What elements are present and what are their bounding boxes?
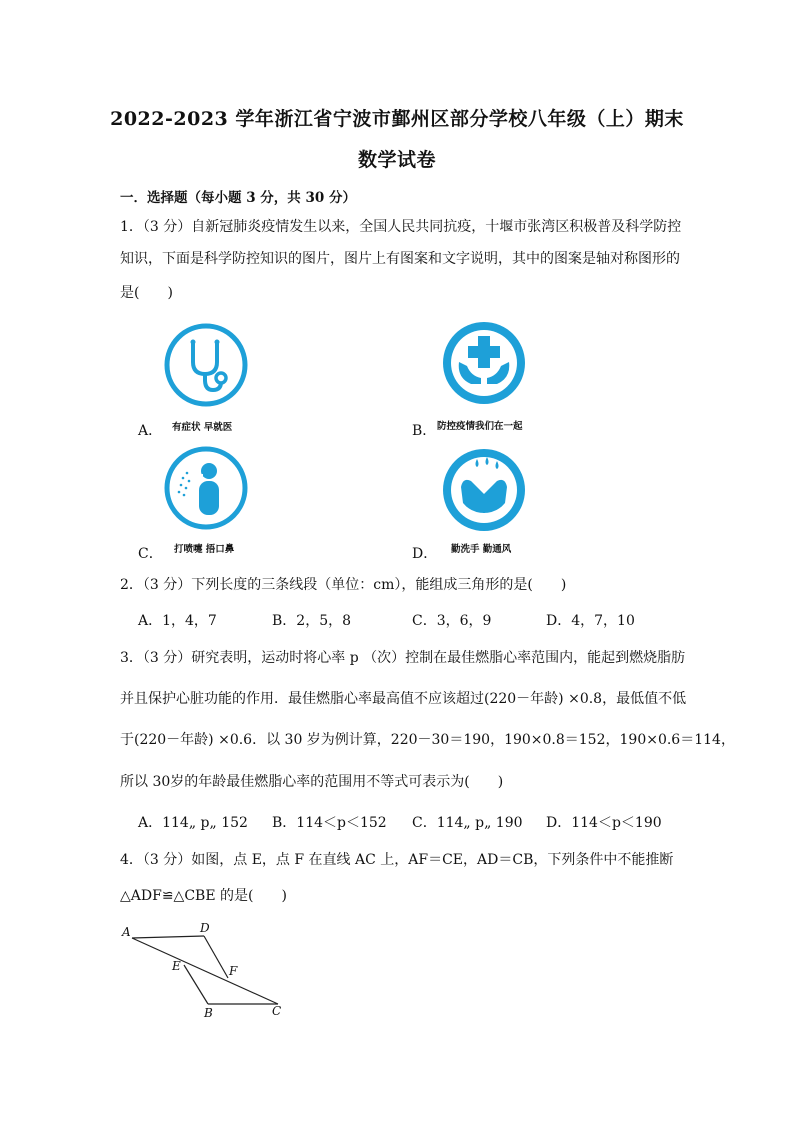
q2-option-c[interactable]: C．3，6，9	[412, 613, 492, 629]
q3-option-d[interactable]: D．114＜p＜190	[546, 815, 662, 831]
q1-stem-line2: 知识，下面是科学防控知识的图片，图片上有图案和文字说明，其中的图案是轴对称图形的	[120, 251, 680, 267]
handwash-icon	[441, 447, 527, 533]
q3-option-c[interactable]: C．114„ p„ 190	[412, 815, 523, 831]
point-c-label: C	[272, 1004, 282, 1018]
point-e-label: E	[172, 959, 181, 973]
sneeze-icon	[163, 445, 249, 531]
q2-option-d[interactable]: D．4，7，10	[546, 613, 635, 629]
q3-stem-line3: 于(220－年龄) ×0.6．以 30 岁为例计算，220－30＝190，190×0.8＝152，190×0.6＝114，	[120, 732, 735, 748]
segment-ad	[132, 936, 204, 938]
q2-stem: 2．（3 分）下列长度的三条线段（单位：cm），能组成三角形的是( )	[120, 577, 567, 593]
stethoscope-icon	[163, 322, 249, 408]
q1-option-b-letter[interactable]: B．	[412, 423, 437, 439]
exam-title-line2: 数学试卷	[357, 149, 436, 171]
q1-option-c-letter[interactable]: C．	[138, 546, 163, 562]
point-d-label: D	[200, 921, 210, 935]
point-f-label: F	[229, 964, 238, 978]
q1-option-b-caption: 防控疫情我们在一起	[437, 421, 523, 432]
q1-option-a-caption: 有症状 早就医	[172, 422, 233, 433]
q3-option-b[interactable]: B．114＜p＜152	[272, 815, 387, 831]
section-heading: 一．选择题（每小题 3 分，共 30 分）	[120, 190, 356, 206]
q3-stem-line2: 并且保护心脏功能的作用．最佳燃脂心率最高值不应该超过(220－年龄) ×0.8，最低值不低	[120, 691, 687, 707]
q3-stem-line1: 3．（3 分）研究表明，运动时将心率 p （次）控制在最佳燃脂心率范围内，能起到燃烧脂肪	[120, 650, 686, 666]
q1-option-c-caption: 打喷嚏 捂口鼻	[174, 544, 235, 555]
q2-option-b[interactable]: B．2，5，8	[272, 613, 352, 629]
q1-stem-line1: 1．（3 分）自新冠肺炎疫情发生以来，全国人民共同抗疫，十堰市张湾区积极普及科学防控	[120, 219, 682, 235]
q1-stem-line3: 是( )	[120, 285, 173, 301]
q2-option-a[interactable]: A．1，4，7	[138, 613, 217, 629]
point-b-label: B	[204, 1006, 213, 1020]
q1-option-d-caption: 勤洗手 勤通风	[451, 544, 512, 555]
q1-option-d-letter[interactable]: D．	[412, 546, 438, 562]
q4-geometry-figure	[118, 918, 298, 1023]
q3-option-a[interactable]: A．114„ p„ 152	[138, 815, 248, 831]
exam-title-line1: 2022-2023 学年浙江省宁波市鄞州区部分学校八年级（上）期末	[110, 108, 684, 130]
line-ac	[132, 938, 278, 1004]
hands-cross-icon	[441, 320, 527, 406]
point-a-label: A	[122, 925, 131, 939]
q4-stem-line2: △ADF≌△CBE 的是( )	[120, 888, 287, 904]
q1-option-a-letter[interactable]: A．	[138, 423, 163, 439]
q3-stem-line4: 所以 30岁的年龄最佳燃脂心率的范围用不等式可表示为( )	[120, 774, 504, 790]
q4-stem-line1: 4．（3 分）如图，点 E，点 F 在直线 AC 上，AF＝CE，AD＝CB，下列条件中不能推断	[120, 852, 674, 868]
